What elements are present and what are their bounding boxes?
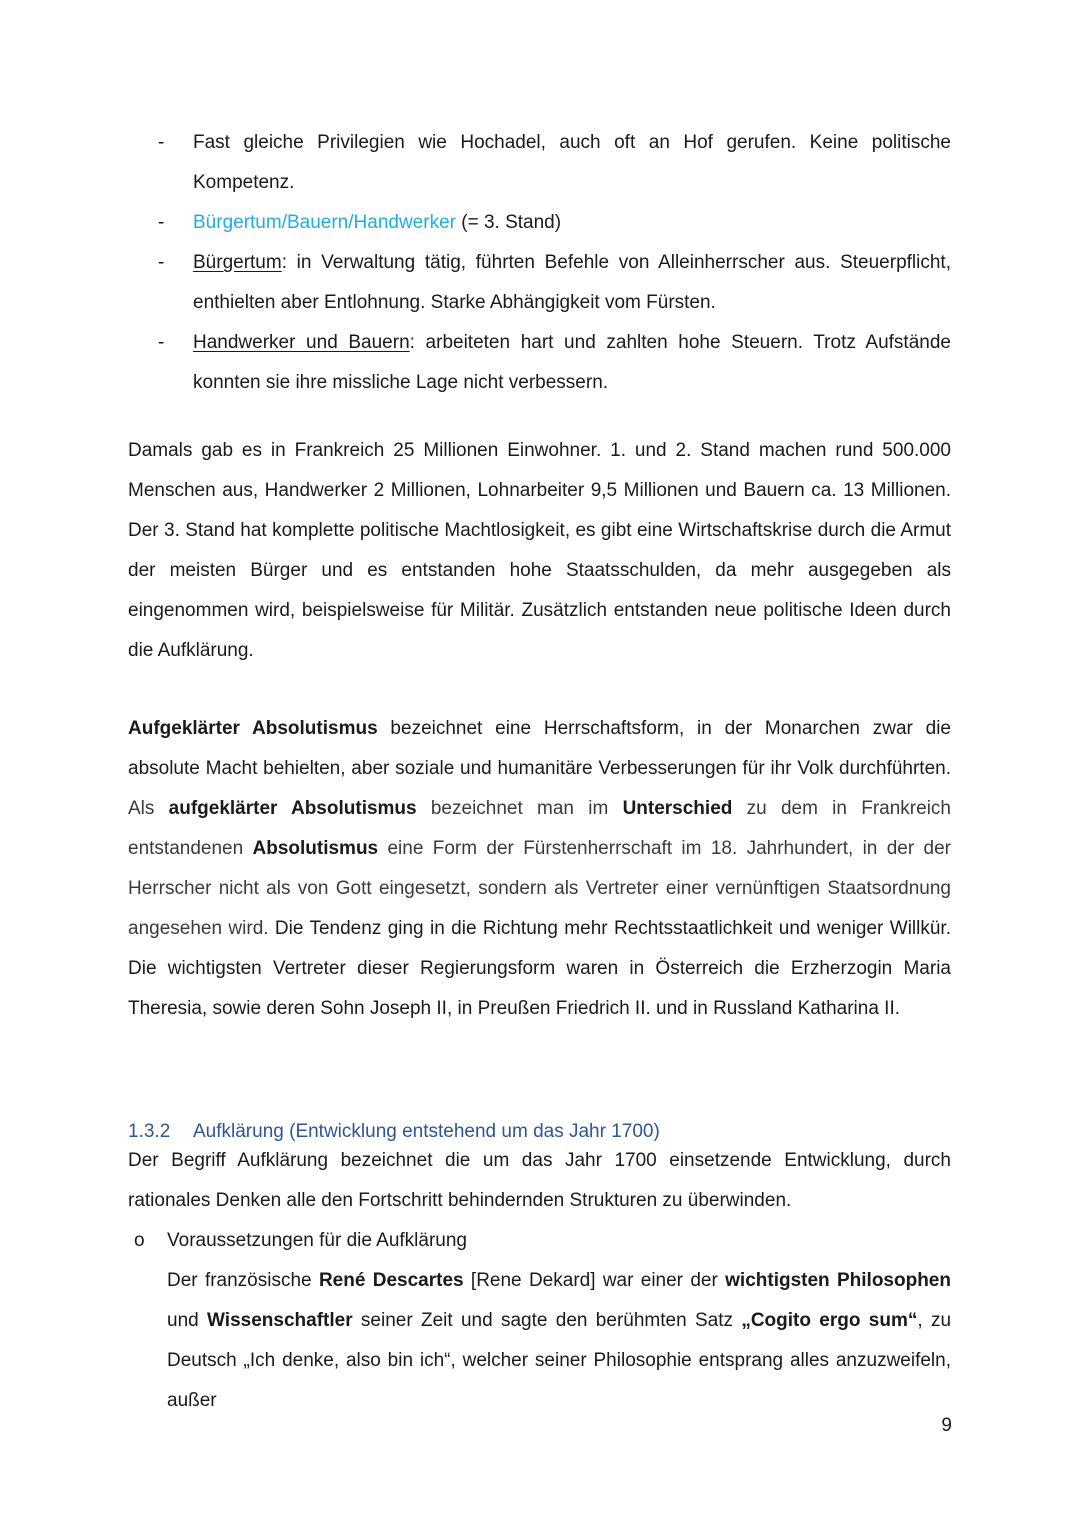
- bold-term: Absolutismus: [252, 838, 379, 859]
- bold-term: René Descartes: [318, 1270, 464, 1291]
- paragraph-text: Der französische: [167, 1270, 319, 1291]
- list-item: [128, 203, 951, 243]
- paragraph-text: Die Tendenz ging in die Richtung mehr Rechtsstaatlichkeit und weniger Willkür. Die wichtigsten Vertreter dieser Regierungsform waren in Österreich die Erzherzogin Maria Theresia, sowie deren Sohn Joseph II, in Preußen Friedrich II. und in Russland Katharina II.: [128, 918, 951, 1019]
- estates-list: [128, 123, 951, 403]
- list-item-text: : in Verwaltung tätig, führten Befehle von Alleinherrscher aus. Steuerpflicht, enthielten aber Entlohnung. Starke Abhängigkeit vom Fürsten.: [193, 252, 951, 313]
- list-item: [128, 123, 951, 203]
- list-item: [128, 323, 951, 403]
- list-item-text: (= 3. Stand): [455, 212, 562, 233]
- third-estate-link[interactable]: Bürgertum/Bauern/Handwerker: [193, 212, 456, 233]
- bold-term: „Cogito ergo sum“: [741, 1310, 918, 1331]
- paragraph-text: bezeichnet eine Herrschaftsform, in der Monarchen zwar die absolute Macht behielten, aber soziale und humanitäre Verbesserungen für ihr Volk durchführten.: [128, 718, 951, 779]
- bold-term: Unterschied: [622, 798, 733, 819]
- population-paragraph: Damals gab es in Frankreich 25 Millionen Einwohner. 1. und 2. Stand machen rund 500.000 Menschen aus, Handwerker 2 Millionen, Lohnarbeiter 9,5 Millionen und Bauern ca. 13 Millionen. Der 3. Stand hat komplette politische Machtlosigkeit, es gibt eine Wirtschaftskrise durch die Armut der meisten Bürger und es entstanden hohe Staatsschulden, da mehr ausgegeben als eingenommen wird, beispielsweise für Militär. Zusätzlich entstanden neue politische Ideen durch die Aufklärung.: [128, 440, 951, 661]
- paragraph-text: seiner Zeit und sagte den berühmten Satz: [352, 1310, 742, 1331]
- section-number: 1.3.2: [128, 1121, 171, 1142]
- page-number: 9: [941, 1415, 952, 1436]
- enlightenment-definition-paragraph: Der Begriff Aufklärung bezeichnet die um das Jahr 1700 einsetzende Entwicklung, durch rationales Denken alle den Fortschritt behindernden Strukturen zu überwinden.: [128, 1150, 951, 1211]
- dash-marker: -: [158, 332, 165, 353]
- list-item: [128, 1221, 951, 1421]
- paragraph-text: Als: [128, 798, 169, 819]
- paragraph-text: eine Form der Fürstenherrschaft im 18. Jahrhundert, in der der Herrscher nicht als von Gott eingesetzt, sondern als Vertreter einer vernünftigen Staatsordnung angesehen wird.: [128, 838, 951, 939]
- bold-term: Aufgeklärter Absolutismus: [128, 718, 378, 739]
- bold-term: Wissenschaftler: [207, 1310, 353, 1331]
- section-title: Aufklärung (Entwicklung entstehend um das Jahr 1700): [193, 1121, 660, 1142]
- bold-term: aufgeklärter Absolutismus: [168, 798, 417, 819]
- bold-term: wichtigsten Philosophen: [725, 1270, 951, 1291]
- paragraph-text: [Rene Dekard] war einer der: [463, 1270, 726, 1291]
- prerequisites-list: [128, 1221, 951, 1421]
- dash-marker: -: [158, 212, 165, 233]
- paragraph-text: und: [167, 1310, 208, 1331]
- circle-bullet-icon: o: [134, 1230, 145, 1251]
- dash-marker: -: [158, 132, 165, 153]
- list-item-title: Voraussetzungen für die Aufklärung: [167, 1230, 467, 1251]
- paragraph-text: zu dem in Frankreich entstandenen: [128, 798, 951, 859]
- paragraph-text: , zu Deutsch „Ich denke, also bin ich“, welcher seiner Philosophie entsprang alles anzuzweifeln, außer: [167, 1310, 952, 1411]
- paragraph-text: bezeichnet man im: [416, 798, 623, 819]
- enlightened-absolutism-paragraph: [128, 709, 951, 1029]
- list-item-text: Fast gleiche Privilegien wie Hochadel, auch oft an Hof gerufen. Keine politische Kompetenz.: [193, 132, 951, 193]
- list-item-text: : arbeiteten hart und zahlten hohe Steuern. Trotz Aufstände konnten sie ihre missliche Lage nicht verbessern.: [193, 332, 951, 393]
- dash-marker: -: [158, 252, 165, 273]
- list-item: [128, 243, 951, 323]
- list-item-term: Bürgertum: [193, 252, 282, 273]
- list-item-term: Handwerker und Bauern: [193, 332, 410, 353]
